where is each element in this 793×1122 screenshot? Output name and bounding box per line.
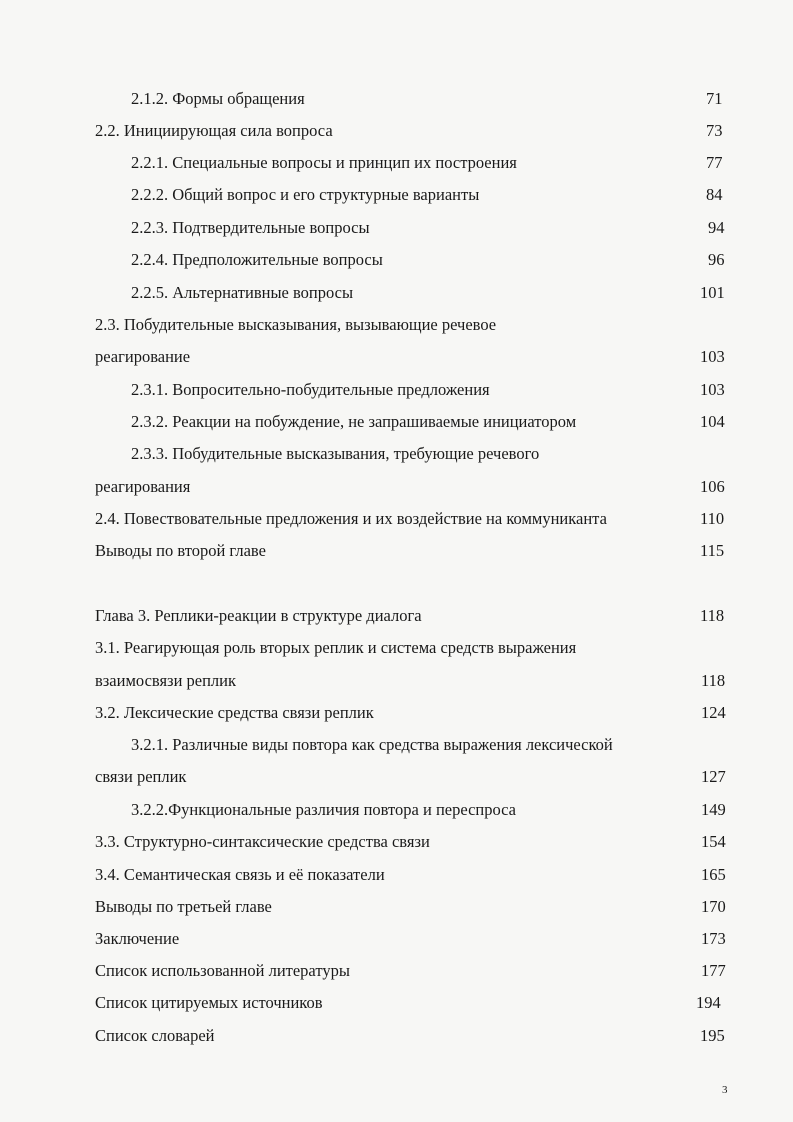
- toc-entry-title: 2.3.3. Побудительные высказывания, требующие речевого: [131, 444, 540, 463]
- toc-entry-title: 2.2. Инициирующая сила вопроса: [95, 121, 333, 140]
- toc-entry-page: 127: [701, 767, 726, 786]
- toc-entry-title: 3.2.1. Различные виды повтора как средства выражения лексической: [131, 735, 613, 754]
- toc-entry: [0, 442, 793, 466]
- toc-entry: [0, 183, 793, 207]
- toc-entry-page: 173: [701, 929, 726, 948]
- toc-entry-title: 3.4. Семантическая связь и её показатели: [95, 865, 385, 884]
- toc-entry-page: 115: [700, 541, 725, 560]
- toc-entry-title: 3.2. Лексические средства связи реплик: [95, 703, 374, 722]
- toc-entry: [0, 959, 793, 983]
- toc-entry-page: 94: [708, 218, 725, 237]
- page-number: 3: [722, 1084, 728, 1096]
- toc-entry-title: Список словарей: [95, 1026, 215, 1045]
- toc-entry: [0, 281, 793, 305]
- toc-entry: [0, 636, 793, 660]
- toc-entry: [0, 669, 793, 693]
- toc-entry-page: 154: [701, 832, 726, 851]
- toc-entry: [0, 313, 793, 337]
- toc-entry-page: 118: [701, 671, 726, 690]
- toc-entry: [0, 798, 793, 822]
- toc-entry: [0, 1024, 793, 1048]
- toc-entry: [0, 830, 793, 854]
- toc-entry-page: 104: [700, 412, 725, 431]
- toc-entry: [0, 345, 793, 369]
- toc-entry-title: 2.2.3. Подтвердительные вопросы: [131, 218, 370, 237]
- toc-entry-page: 124: [701, 703, 726, 722]
- toc-entry-page: 170: [701, 897, 726, 916]
- toc-entry: [0, 475, 793, 499]
- toc-entry-page: 110: [700, 509, 725, 528]
- toc-entry: [0, 765, 793, 789]
- toc-entry: [0, 927, 793, 951]
- toc-entry-title: 2.4. Повествовательные предложения и их воздействие на коммуниканта: [95, 509, 607, 528]
- toc-entry-title: Выводы по второй главе: [95, 541, 266, 560]
- toc-entry-title: 2.3. Побудительные высказывания, вызывающие речевое: [95, 315, 497, 334]
- toc-entry-title: Глава 3. Реплики-реакции в структуре диалога: [95, 606, 422, 625]
- toc-entry: [0, 507, 793, 531]
- toc-entry-title: 3.3. Структурно-синтаксические средства связи: [95, 832, 430, 851]
- toc-entry: [0, 539, 793, 563]
- toc-entry: [0, 119, 793, 143]
- toc-entry: [0, 895, 793, 919]
- toc-entry-page: 106: [700, 477, 725, 496]
- toc-entry: [0, 151, 793, 175]
- toc-entry-page: 77: [706, 153, 723, 172]
- toc-entry-title: Выводы по третьей главе: [95, 897, 272, 916]
- toc-entry-page: 195: [700, 1026, 725, 1045]
- toc-entry: [0, 87, 793, 111]
- toc-entry: [0, 701, 793, 725]
- toc-entry-title: 3.1. Реагирующая роль вторых реплик и система средств выражения: [95, 638, 577, 657]
- toc-entry-title: 2.1.2. Формы обращения: [131, 89, 305, 108]
- toc-entry: [0, 991, 793, 1015]
- toc-entry-title: Заключение: [95, 929, 180, 948]
- toc-entry-page: 96: [708, 250, 725, 269]
- toc-entry-page: 118: [700, 606, 725, 625]
- toc-entry: [0, 410, 793, 434]
- toc-entry: [0, 378, 793, 402]
- toc-entry-title: 2.2.1. Специальные вопросы и принцип их построения: [131, 153, 517, 172]
- toc-entry: [0, 863, 793, 887]
- toc-entry-page: 84: [706, 185, 723, 204]
- toc-entry: [0, 604, 793, 628]
- toc-entry-page: 194: [696, 993, 721, 1012]
- toc-entry-title: реагирование: [95, 347, 191, 366]
- toc-entry-title: взаимосвязи реплик: [95, 671, 237, 690]
- toc-entry-title: 2.3.1. Вопросительно-побудительные предложения: [131, 380, 490, 399]
- toc-entry-page: 101: [700, 283, 725, 302]
- toc-entry-title: Список использованной литературы: [95, 961, 350, 980]
- toc-entry-page: 177: [701, 961, 726, 980]
- toc-entry-title: 2.2.5. Альтернативные вопросы: [131, 283, 354, 302]
- toc-entry-page: 149: [701, 800, 726, 819]
- toc-entry-title: 2.3.2. Реакции на побуждение, не запрашиваемые инициатором: [131, 412, 577, 431]
- toc-entry-title: 2.2.2. Общий вопрос и его структурные варианты: [131, 185, 480, 204]
- toc-entry-page: 165: [701, 865, 726, 884]
- toc-entry-title: 3.2.2.Функциональные различия повтора и переспроса: [131, 800, 516, 819]
- toc-entry-page: 73: [706, 121, 723, 140]
- toc-entry-title: связи реплик: [95, 767, 187, 786]
- toc-entry-page: 103: [700, 380, 725, 399]
- toc-entry-page: 103: [700, 347, 725, 366]
- toc-entry-title: Список цитируемых источников: [95, 993, 323, 1012]
- toc-entry: [0, 216, 793, 240]
- toc-entry: [0, 733, 793, 757]
- toc-entry: [0, 248, 793, 272]
- toc-entry-title: 2.2.4. Предположительные вопросы: [131, 250, 383, 269]
- toc-entry-title: реагирования: [95, 477, 191, 496]
- toc-entry-page: 71: [706, 89, 723, 108]
